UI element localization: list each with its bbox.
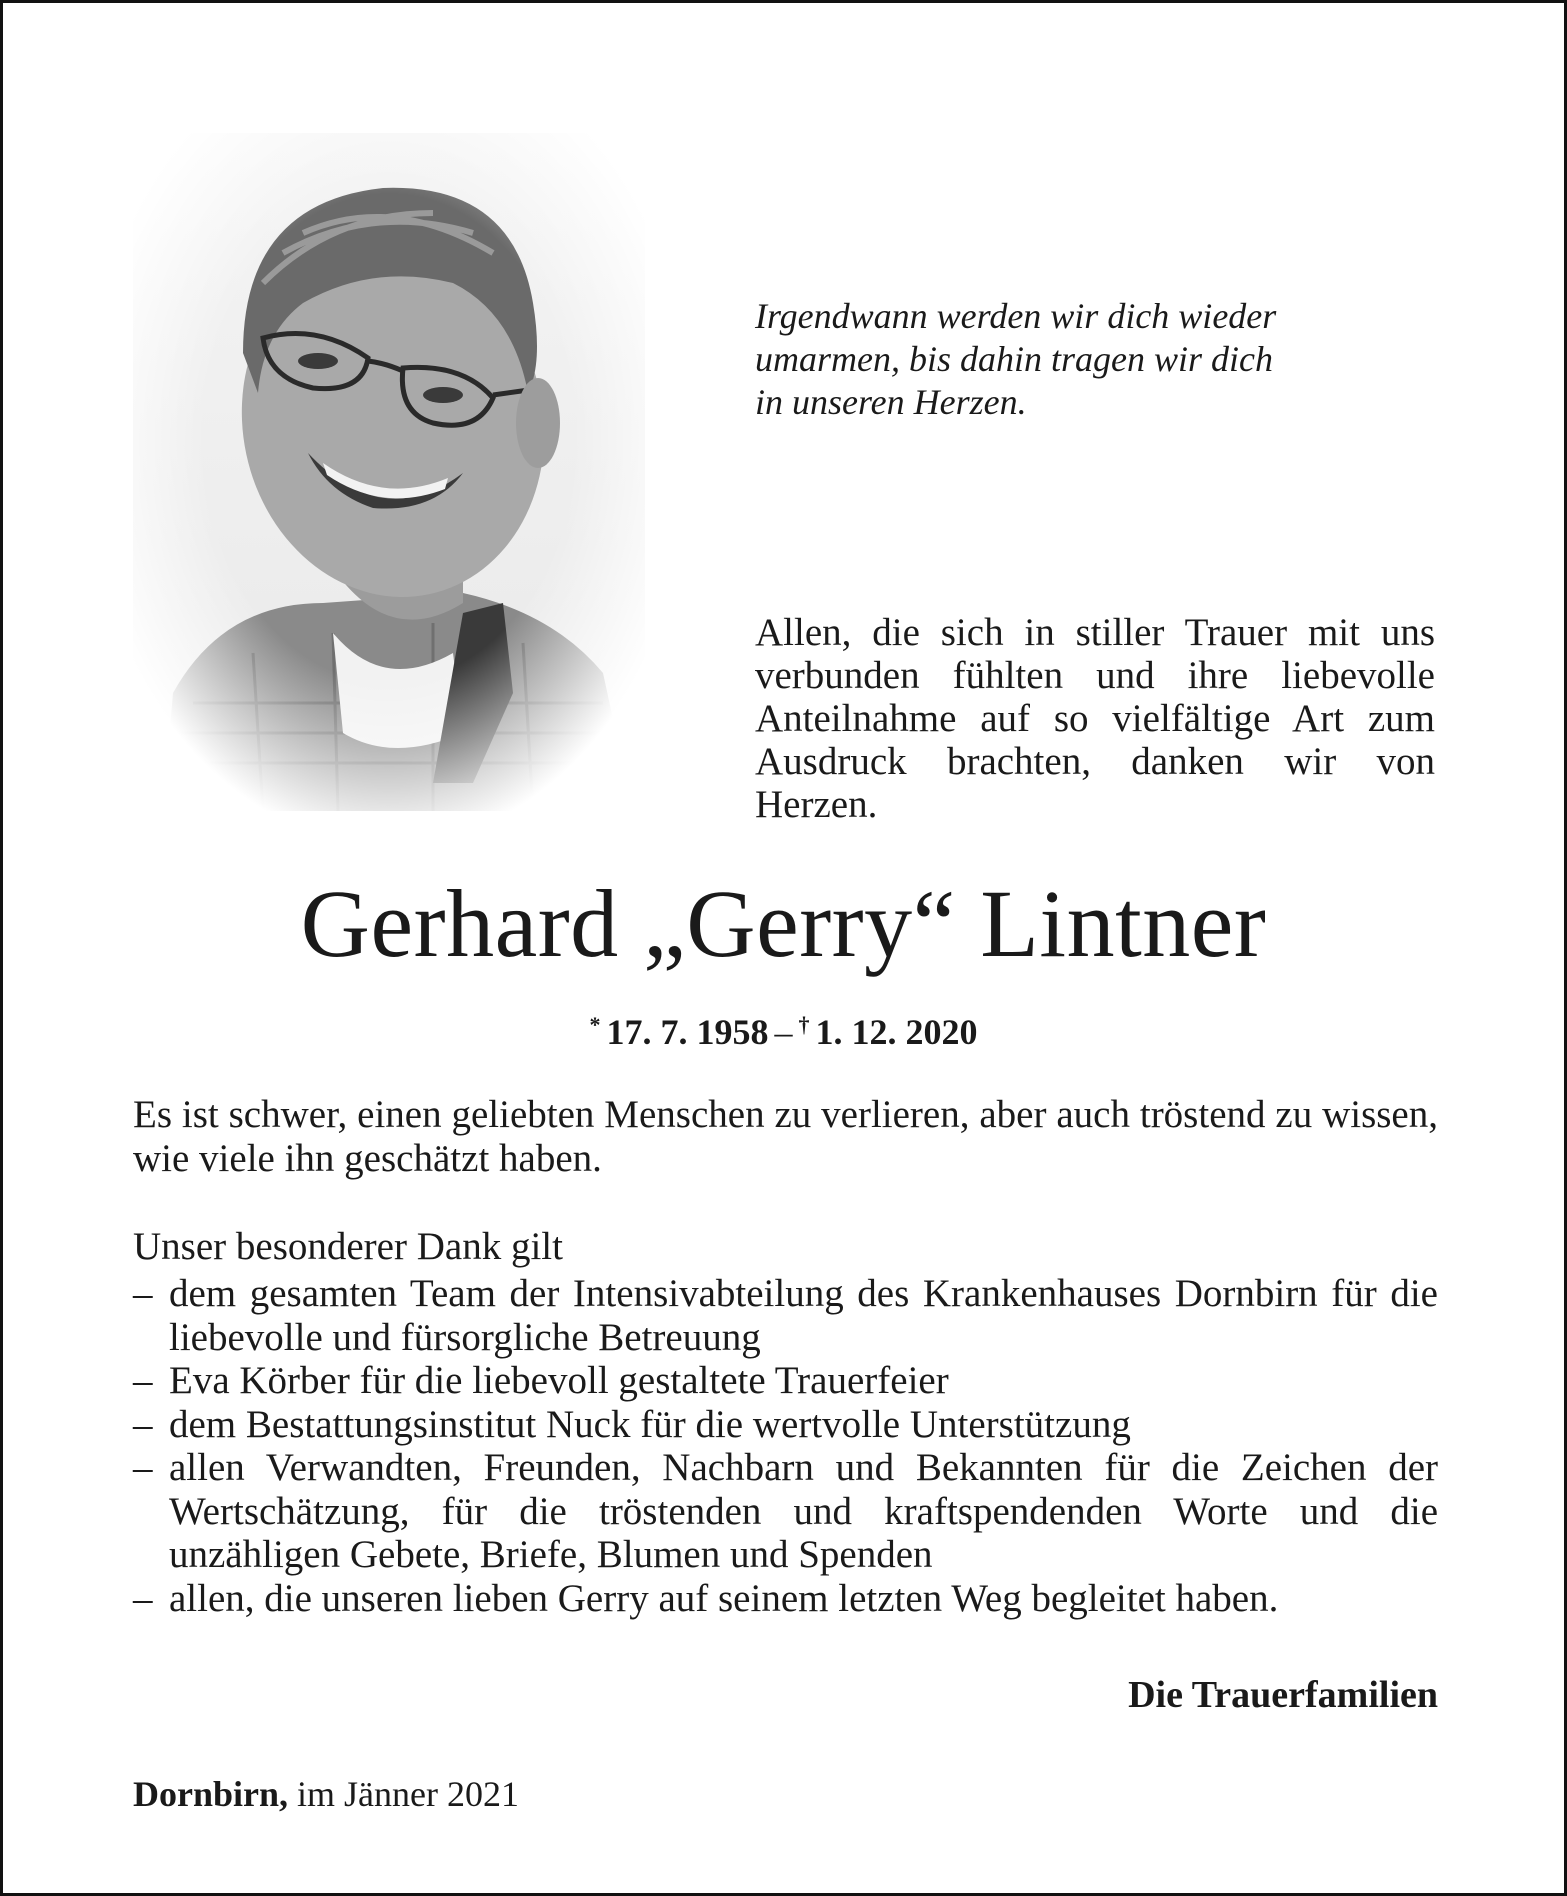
portrait-photo-icon (133, 133, 645, 811)
list-dash: – (133, 1576, 153, 1620)
list-item (133, 1272, 1438, 1359)
life-dates (3, 1003, 1564, 1054)
memorial-quote (755, 295, 1375, 424)
list-item-text: Eva Körber für die liebevoll gestaltete Trauerfeier (169, 1359, 949, 1402)
birth-symbol: * (589, 1012, 601, 1037)
dank-intro: Unser besonderer Dank gilt (133, 1225, 563, 1268)
portrait-photo (133, 133, 645, 811)
birth-date: 17. 7. 1958 (606, 1012, 769, 1052)
place-city: Dornbirn, (133, 1774, 289, 1814)
list-item-text: allen Verwandten, Freunden, Nachbarn und Bekannten für die Zeichen der Wertschätzung, für die tröstenden und kraftspendenden Worte und die unzähligen Gebete, Briefe, Blumen und Spenden (169, 1446, 1438, 1576)
list-item (133, 1577, 1438, 1621)
place-date (133, 1772, 933, 1816)
place-date-text: im Jänner 2021 (297, 1774, 519, 1814)
list-dash: – (133, 1446, 153, 1489)
list-item-text: allen, die unseren lieben Gerry auf seinem letzten Weg begleitet haben. (169, 1576, 1279, 1620)
quote-line: umarmen, bis dahin tragen wir dich (755, 339, 1273, 379)
death-date: 1. 12. 2020 (815, 1012, 978, 1052)
list-item-text: dem Bestattungsinstitut Nuck für die wertvolle Unterstützung (169, 1402, 1131, 1446)
list-dash: – (133, 1402, 153, 1446)
thanks-paragraph: Allen, die sich in stiller Trauer mit uns verbunden fühlten und ihre liebevolle Anteilnahme auf so vielfältige Art zum Ausdruck brachten, danken wir von Herzen. (755, 611, 1435, 826)
list-dash: – (133, 1272, 153, 1315)
death-symbol: † (798, 1012, 810, 1037)
quote-line: Irgendwann werden wir dich wieder (755, 296, 1277, 336)
list-item (133, 1359, 1438, 1403)
quote-line: in unseren Herzen. (755, 382, 1027, 422)
dank-list (133, 1272, 1438, 1620)
list-item (133, 1403, 1438, 1447)
signature: Die Trauerfamilien (1128, 1674, 1438, 1716)
list-item-text: dem gesamten Team der Intensivabteilung des Krankenhauses Dornbirn für die liebevolle und fürsorgliche Betreuung (169, 1272, 1438, 1359)
body-paragraph: Es ist schwer, einen geliebten Menschen zu verlieren, aber auch tröstend zu wissen, wie viele ihn geschätzt haben. (133, 1093, 1438, 1180)
list-item (133, 1446, 1438, 1577)
list-dash: – (133, 1359, 153, 1402)
date-separator: – (774, 1012, 793, 1052)
deceased-name: Gerhard „Gerry“ Lintner (300, 870, 1267, 977)
